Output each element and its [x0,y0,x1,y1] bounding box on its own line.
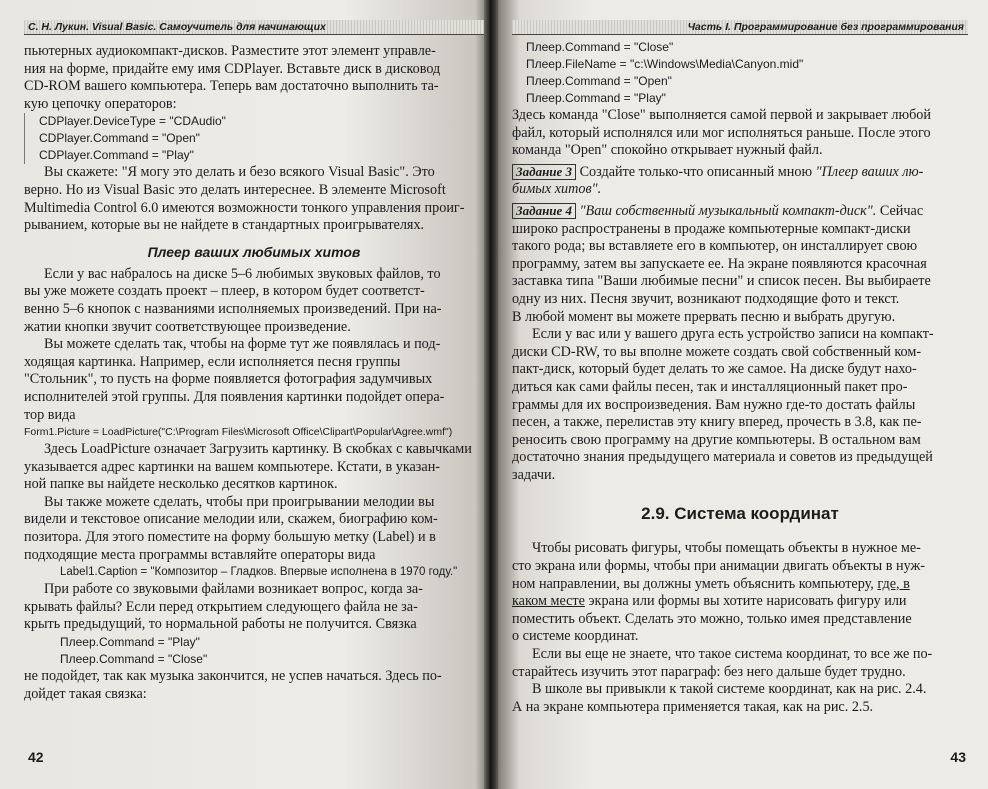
paragraph-line: тор вида [24,406,76,423]
paragraph-line: вы уже можете создать проект – плеер, в котором будет соответст- [24,283,425,300]
paragraph-line: диски CD-RW, то вы вполне можете создать свой собственный ком- [512,343,922,360]
paragraph-line: старайтесь изучить этот параграф: без него дальше будет трудно. [512,663,906,680]
paragraph-line: поместить объект. Сделать это можно, только имея представление [512,610,912,627]
paragraph-line: позитора. Для этого поместите на форму большую метку (Label) и в [24,529,436,546]
task-text-italic: "Ваш собственный музыкальный компакт-диск". [576,202,877,219]
paragraph-line: песен, а также, перелистав эту книгу вперед, прочесть в 3.8, как пе- [512,414,922,431]
paragraph-line: файл, который исполнялся или мог исполняться раньше. После этого [512,124,931,141]
task-text-italic: "Плеер ваших лю- [815,163,924,180]
page-number: 42 [28,749,44,765]
code-line: CDPlayer.DeviceType = "CDAudio" [39,114,226,129]
paragraph-line: Здесь LoadPicture означает Загрузить картинку. В скобках с кавычками [44,441,472,458]
code-line: Плеер.Command = "Open" [526,74,672,88]
code-line: Label1.Caption = "Композитор – Гладков. Впервые исполнена в 1970 году." [60,566,458,579]
code-listing [512,39,968,107]
paragraph-line: "Стольник", то пусть на форме появляется фотография задумчивых [24,371,433,388]
right-running-head: Часть I. Программирование без программирования [512,20,968,35]
subsection-heading: Плеер ваших любимых хитов [147,243,361,260]
code-line: Плеер.FileName = "c:\Windows\Media\Canyon.mid" [526,57,804,71]
paragraph-line: граммы для их воспроизведения. Вам нужно где-то достать файлы [512,396,916,413]
text-run: экрана или формы вы хотите нарисовать фигуру или [584,593,907,610]
paragraph-line: не подойдет, так как музыка закончится, не успев начаться. Здесь по- [24,668,442,685]
paragraph-line: исполнителей этой группы. Для появления картинки подойдет опера- [24,388,445,405]
section-title: 2.9. Система координат [641,504,839,524]
paragraph-line: Multimedia Control 6.0 имеются возможности тонкого управления проиг- [24,199,465,216]
paragraph-line: Если вы еще не знаете, что такое система координат, то все же по- [532,646,933,663]
paragraph-line: реносить свою программу на другие компьютеры. В остальном вам [512,431,921,448]
paragraph-line: ной папке вы найдете несколько десятков картинок. [24,476,338,493]
right-page [490,0,988,789]
paragraph-line: широко распространены в продаже компьютерные компакт-диски [512,220,911,237]
code-line: Плеер.Command = "Play" [526,91,666,105]
code-listing [24,113,484,164]
task-label: Задание 4 [512,203,576,219]
code-line: Плеер.Command = "Close" [60,652,208,667]
paragraph-line: Здесь команда "Close" выполняется самой первой и закрывает любой [512,107,931,123]
left-running-head: С. Н. Лукин. Visual Basic. Самоучитель для начинающих [24,20,484,35]
paragraph-line: крывать файлы? Если перед открытием следующего файла не за- [24,598,418,615]
paragraph-line: В любой момент вы можете прервать песню и выбрать другую. [512,308,896,325]
code-line: CDPlayer.Command = "Open" [39,131,200,146]
paragraph-line: верно. Но из Visual Basic это делать интереснее. В элементе Microsoft [24,181,446,198]
paragraph-line: В школе вы привыкли к такой системе координат, как на рис. 2.4. [532,681,927,698]
paragraph-line: подходящие места программы вставляйте операторы вида [24,546,376,563]
task-text: Создайте только-что описанный мною [576,163,816,180]
paragraph-line: такого рода; вы вставляете его в компьютер, он инсталлирует свою [512,238,918,255]
paragraph-line: диться как сами файлы песен, так и инсталляционный пакет про- [512,378,908,395]
paragraph-line: команда "Open" спокойно открывает нужный файл. [512,142,823,159]
paragraph-line: достаточно знания предыдущего материала и советов из предыдущей [512,449,933,466]
page-number: 43 [950,749,966,765]
paragraph-line: о системе координат. [512,628,639,645]
paragraph-line: жатии кнопки звучит соответствующее произведение. [24,318,351,335]
paragraph-line: Если у вас или у вашего друга есть устройство записи на компакт- [532,326,934,343]
task-label: Задание 3 [512,164,576,180]
paragraph-line: рыванием, которые вы не найдете в стандартных проигрывателях. [24,217,425,234]
task-3 [512,164,968,182]
paragraph-line: задачи. [512,466,556,483]
left-page [0,0,490,789]
text-run: ном направлении, вы должны уметь объяснить компьютеру, [512,575,878,592]
paragraph-line: сто экрана или формы, чтобы при анимации двигать объекты в нуж- [512,558,926,575]
code-line: Плеер.Command = "Close" [526,40,674,54]
paragraph-line: Если у вас набралось на диске 5–6 любимых звуковых файлов, то [44,265,441,282]
paragraph-line: программу, затем вы запускаете ее. На экране появляются красочная [512,255,927,272]
paragraph-line: А на экране компьютера применяется такая, как на рис. 2.5. [512,698,874,715]
left-text-block [24,43,484,703]
paragraph-line: При работе со звуковыми файлами возникает вопрос, когда за- [44,581,423,598]
paragraph-line: бимых хитов". [512,181,602,198]
underlined-text: где, в [877,575,910,592]
paragraph-line [512,593,968,611]
task-4 [512,203,968,221]
paragraph-line: видели и текстовое описание мелодии или, скажем, биографию ком- [24,511,438,528]
right-text-block [512,39,968,716]
code-line: Form1.Picture = LoadPicture("C:\Program Files\Microsoft Office\Clipart\Popular\Agree.wmf") [24,426,453,439]
paragraph-line: Вы также можете сделать, чтобы при проигрывании мелодии вы [44,493,435,510]
paragraph-line: одну из них. Песня звучит, возникают подходящие фото и текст. [512,290,900,307]
paragraph-line: Чтобы рисовать фигуры, чтобы помещать объекты в нужное ме- [532,540,921,557]
task-text: Сейчас [876,202,924,219]
code-listing [24,634,484,668]
paragraph-line: ходящая картинка. Например, если исполняется песня группы [24,353,401,370]
paragraph-line: кую цепочку операторов: [24,95,177,112]
paragraph-line: пьютерных аудиокомпакт-дисков. Разместите этот элемент управле- [24,43,436,59]
paragraph-line: Вы можете сделать так, чтобы на форме тут же появлялась и под- [44,336,441,353]
code-line: Плеер.Command = "Play" [60,635,200,650]
paragraph-line [512,576,968,594]
paragraph-line: ния на форме, придайте ему имя CDPlayer. Вставьте диск в дисковод [24,60,441,77]
code-line: CDPlayer.Command = "Play" [39,148,194,163]
paragraph-line: дойдет такая связка: [24,685,147,702]
paragraph-line: CD-ROM вашего компьютера. Теперь вам достаточно выполнить та- [24,78,439,95]
paragraph-line: венно 5–6 кнопок с названиями исполняемых произведений. При на- [24,300,442,317]
paragraph-line: заставка типа "Ваши любимые песни" и список песен. Вы выбираете [512,273,931,290]
paragraph-line: указывается адрес картинки на вашем компьютере. Кстати, в указан- [24,458,441,475]
paragraph-line: крыть предыдущий, то нормальной работы не получится. Связка [24,616,417,633]
paragraph-line: Вы скажете: "Я могу это делать и безо всякого Visual Basic". Это [44,164,435,181]
paragraph-line: пакт-диск, который будет делать то же самое. На диске будут нахо- [512,361,917,378]
underlined-text: каком месте [512,593,585,610]
